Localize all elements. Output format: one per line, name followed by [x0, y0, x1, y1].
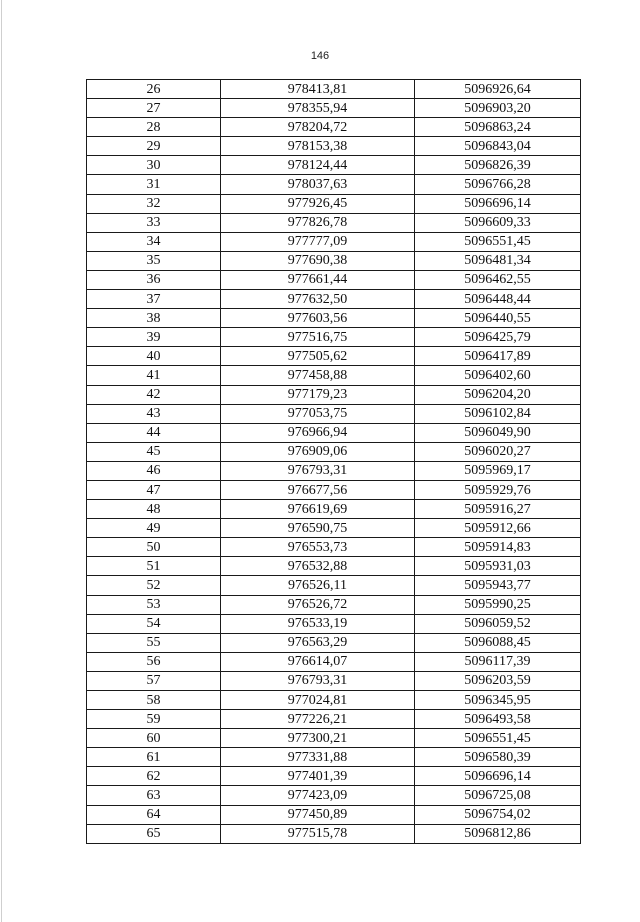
table-row [87, 404, 581, 423]
table-row [87, 423, 581, 442]
y-coordinate-cell: 5096551,45 [415, 232, 581, 251]
y-coordinate-cell: 5095931,03 [415, 557, 581, 576]
page-number: 146 [310, 50, 330, 62]
y-coordinate-cell: 5096448,44 [415, 290, 581, 309]
x-coordinate-cell: 977179,23 [221, 385, 415, 404]
y-coordinate-cell: 5096462,55 [415, 270, 581, 289]
table-row [87, 80, 581, 99]
x-coordinate-cell: 977690,38 [221, 251, 415, 270]
point-number-cell: 49 [87, 519, 221, 538]
point-number-cell: 52 [87, 576, 221, 595]
y-coordinate-cell: 5095943,77 [415, 576, 581, 595]
point-number-cell: 61 [87, 748, 221, 767]
x-coordinate-cell: 977516,75 [221, 328, 415, 347]
x-coordinate-cell: 977826,78 [221, 213, 415, 232]
table-row [87, 557, 581, 576]
y-coordinate-cell: 5096117,39 [415, 652, 581, 671]
table-row [87, 461, 581, 480]
x-coordinate-cell: 977661,44 [221, 270, 415, 289]
point-number-cell: 65 [87, 824, 221, 843]
table-row [87, 232, 581, 251]
x-coordinate-cell: 976619,69 [221, 500, 415, 519]
y-coordinate-cell: 5096088,45 [415, 633, 581, 652]
point-number-cell: 54 [87, 614, 221, 633]
x-coordinate-cell: 977450,89 [221, 805, 415, 824]
table-row [87, 729, 581, 748]
point-number-cell: 42 [87, 385, 221, 404]
table-row [87, 156, 581, 175]
table-row [87, 137, 581, 156]
y-coordinate-cell: 5095929,76 [415, 480, 581, 499]
coordinates-table [86, 79, 581, 844]
point-number-cell: 30 [87, 156, 221, 175]
x-coordinate-cell: 978124,44 [221, 156, 415, 175]
x-coordinate-cell: 976793,31 [221, 671, 415, 690]
x-coordinate-cell: 977401,39 [221, 767, 415, 786]
y-coordinate-cell: 5096766,28 [415, 175, 581, 194]
point-number-cell: 31 [87, 175, 221, 194]
y-coordinate-cell: 5096204,20 [415, 385, 581, 404]
y-coordinate-cell: 5096345,95 [415, 691, 581, 710]
y-coordinate-cell: 5096440,55 [415, 309, 581, 328]
table-row [87, 691, 581, 710]
table-row [87, 366, 581, 385]
table-row [87, 671, 581, 690]
x-coordinate-cell: 977777,09 [221, 232, 415, 251]
x-coordinate-cell: 977603,56 [221, 309, 415, 328]
table-row [87, 118, 581, 137]
x-coordinate-cell: 977053,75 [221, 404, 415, 423]
point-number-cell: 57 [87, 671, 221, 690]
point-number-cell: 44 [87, 423, 221, 442]
table-row [87, 786, 581, 805]
table-row [87, 519, 581, 538]
y-coordinate-cell: 5095969,17 [415, 461, 581, 480]
table-row [87, 500, 581, 519]
table-row [87, 175, 581, 194]
table-row [87, 99, 581, 118]
x-coordinate-cell: 976553,73 [221, 538, 415, 557]
x-coordinate-cell: 976532,88 [221, 557, 415, 576]
table-row [87, 442, 581, 461]
x-coordinate-cell: 976526,11 [221, 576, 415, 595]
table-row [87, 595, 581, 614]
table-row [87, 328, 581, 347]
point-number-cell: 33 [87, 213, 221, 232]
y-coordinate-cell: 5095990,25 [415, 595, 581, 614]
x-coordinate-cell: 976677,56 [221, 480, 415, 499]
point-number-cell: 47 [87, 480, 221, 499]
point-number-cell: 48 [87, 500, 221, 519]
x-coordinate-cell: 978355,94 [221, 99, 415, 118]
x-coordinate-cell: 977515,78 [221, 824, 415, 843]
page-edge-line [1, 0, 2, 922]
point-number-cell: 27 [87, 99, 221, 118]
table-row [87, 767, 581, 786]
x-coordinate-cell: 976533,19 [221, 614, 415, 633]
table-row [87, 614, 581, 633]
x-coordinate-cell: 976590,75 [221, 519, 415, 538]
table-row [87, 710, 581, 729]
point-number-cell: 43 [87, 404, 221, 423]
table-row [87, 194, 581, 213]
y-coordinate-cell: 5096049,90 [415, 423, 581, 442]
table-row [87, 309, 581, 328]
table-row [87, 538, 581, 557]
y-coordinate-cell: 5096812,86 [415, 824, 581, 843]
x-coordinate-cell: 977458,88 [221, 366, 415, 385]
x-coordinate-cell: 978204,72 [221, 118, 415, 137]
x-coordinate-cell: 978413,81 [221, 80, 415, 99]
x-coordinate-cell: 977505,62 [221, 347, 415, 366]
y-coordinate-cell: 5096863,24 [415, 118, 581, 137]
point-number-cell: 35 [87, 251, 221, 270]
point-number-cell: 56 [87, 652, 221, 671]
y-coordinate-cell: 5096425,79 [415, 328, 581, 347]
point-number-cell: 55 [87, 633, 221, 652]
point-number-cell: 64 [87, 805, 221, 824]
point-number-cell: 28 [87, 118, 221, 137]
y-coordinate-cell: 5096609,33 [415, 213, 581, 232]
point-number-cell: 29 [87, 137, 221, 156]
point-number-cell: 53 [87, 595, 221, 614]
x-coordinate-cell: 976909,06 [221, 442, 415, 461]
point-number-cell: 32 [87, 194, 221, 213]
y-coordinate-cell: 5096754,02 [415, 805, 581, 824]
point-number-cell: 58 [87, 691, 221, 710]
coordinates-table-body [87, 80, 581, 844]
y-coordinate-cell: 5096903,20 [415, 99, 581, 118]
point-number-cell: 45 [87, 442, 221, 461]
table-row [87, 385, 581, 404]
table-row [87, 290, 581, 309]
x-coordinate-cell: 976966,94 [221, 423, 415, 442]
point-number-cell: 62 [87, 767, 221, 786]
point-number-cell: 60 [87, 729, 221, 748]
y-coordinate-cell: 5096696,14 [415, 767, 581, 786]
x-coordinate-cell: 977331,88 [221, 748, 415, 767]
point-number-cell: 40 [87, 347, 221, 366]
y-coordinate-cell: 5096926,64 [415, 80, 581, 99]
y-coordinate-cell: 5096402,60 [415, 366, 581, 385]
y-coordinate-cell: 5096843,04 [415, 137, 581, 156]
y-coordinate-cell: 5096725,08 [415, 786, 581, 805]
y-coordinate-cell: 5095912,66 [415, 519, 581, 538]
y-coordinate-cell: 5096417,89 [415, 347, 581, 366]
x-coordinate-cell: 976526,72 [221, 595, 415, 614]
y-coordinate-cell: 5095914,83 [415, 538, 581, 557]
point-number-cell: 63 [87, 786, 221, 805]
table-row [87, 213, 581, 232]
point-number-cell: 38 [87, 309, 221, 328]
x-coordinate-cell: 978037,63 [221, 175, 415, 194]
table-row [87, 576, 581, 595]
x-coordinate-cell: 977423,09 [221, 786, 415, 805]
x-coordinate-cell: 977300,21 [221, 729, 415, 748]
x-coordinate-cell: 977024,81 [221, 691, 415, 710]
table-row [87, 748, 581, 767]
point-number-cell: 46 [87, 461, 221, 480]
table-row [87, 347, 581, 366]
y-coordinate-cell: 5096203,59 [415, 671, 581, 690]
table-row [87, 480, 581, 499]
point-number-cell: 37 [87, 290, 221, 309]
table-row [87, 633, 581, 652]
x-coordinate-cell: 977226,21 [221, 710, 415, 729]
point-number-cell: 51 [87, 557, 221, 576]
table-row [87, 805, 581, 824]
point-number-cell: 34 [87, 232, 221, 251]
y-coordinate-cell: 5096493,58 [415, 710, 581, 729]
y-coordinate-cell: 5096580,39 [415, 748, 581, 767]
point-number-cell: 50 [87, 538, 221, 557]
table-row [87, 251, 581, 270]
y-coordinate-cell: 5096551,45 [415, 729, 581, 748]
point-number-cell: 41 [87, 366, 221, 385]
point-number-cell: 26 [87, 80, 221, 99]
y-coordinate-cell: 5095916,27 [415, 500, 581, 519]
y-coordinate-cell: 5096102,84 [415, 404, 581, 423]
y-coordinate-cell: 5096020,27 [415, 442, 581, 461]
x-coordinate-cell: 978153,38 [221, 137, 415, 156]
y-coordinate-cell: 5096481,34 [415, 251, 581, 270]
y-coordinate-cell: 5096059,52 [415, 614, 581, 633]
x-coordinate-cell: 976614,07 [221, 652, 415, 671]
table-row [87, 652, 581, 671]
table-row [87, 270, 581, 289]
point-number-cell: 59 [87, 710, 221, 729]
point-number-cell: 39 [87, 328, 221, 347]
x-coordinate-cell: 976563,29 [221, 633, 415, 652]
y-coordinate-cell: 5096696,14 [415, 194, 581, 213]
x-coordinate-cell: 977632,50 [221, 290, 415, 309]
x-coordinate-cell: 977926,45 [221, 194, 415, 213]
table-row [87, 824, 581, 843]
x-coordinate-cell: 976793,31 [221, 461, 415, 480]
point-number-cell: 36 [87, 270, 221, 289]
y-coordinate-cell: 5096826,39 [415, 156, 581, 175]
